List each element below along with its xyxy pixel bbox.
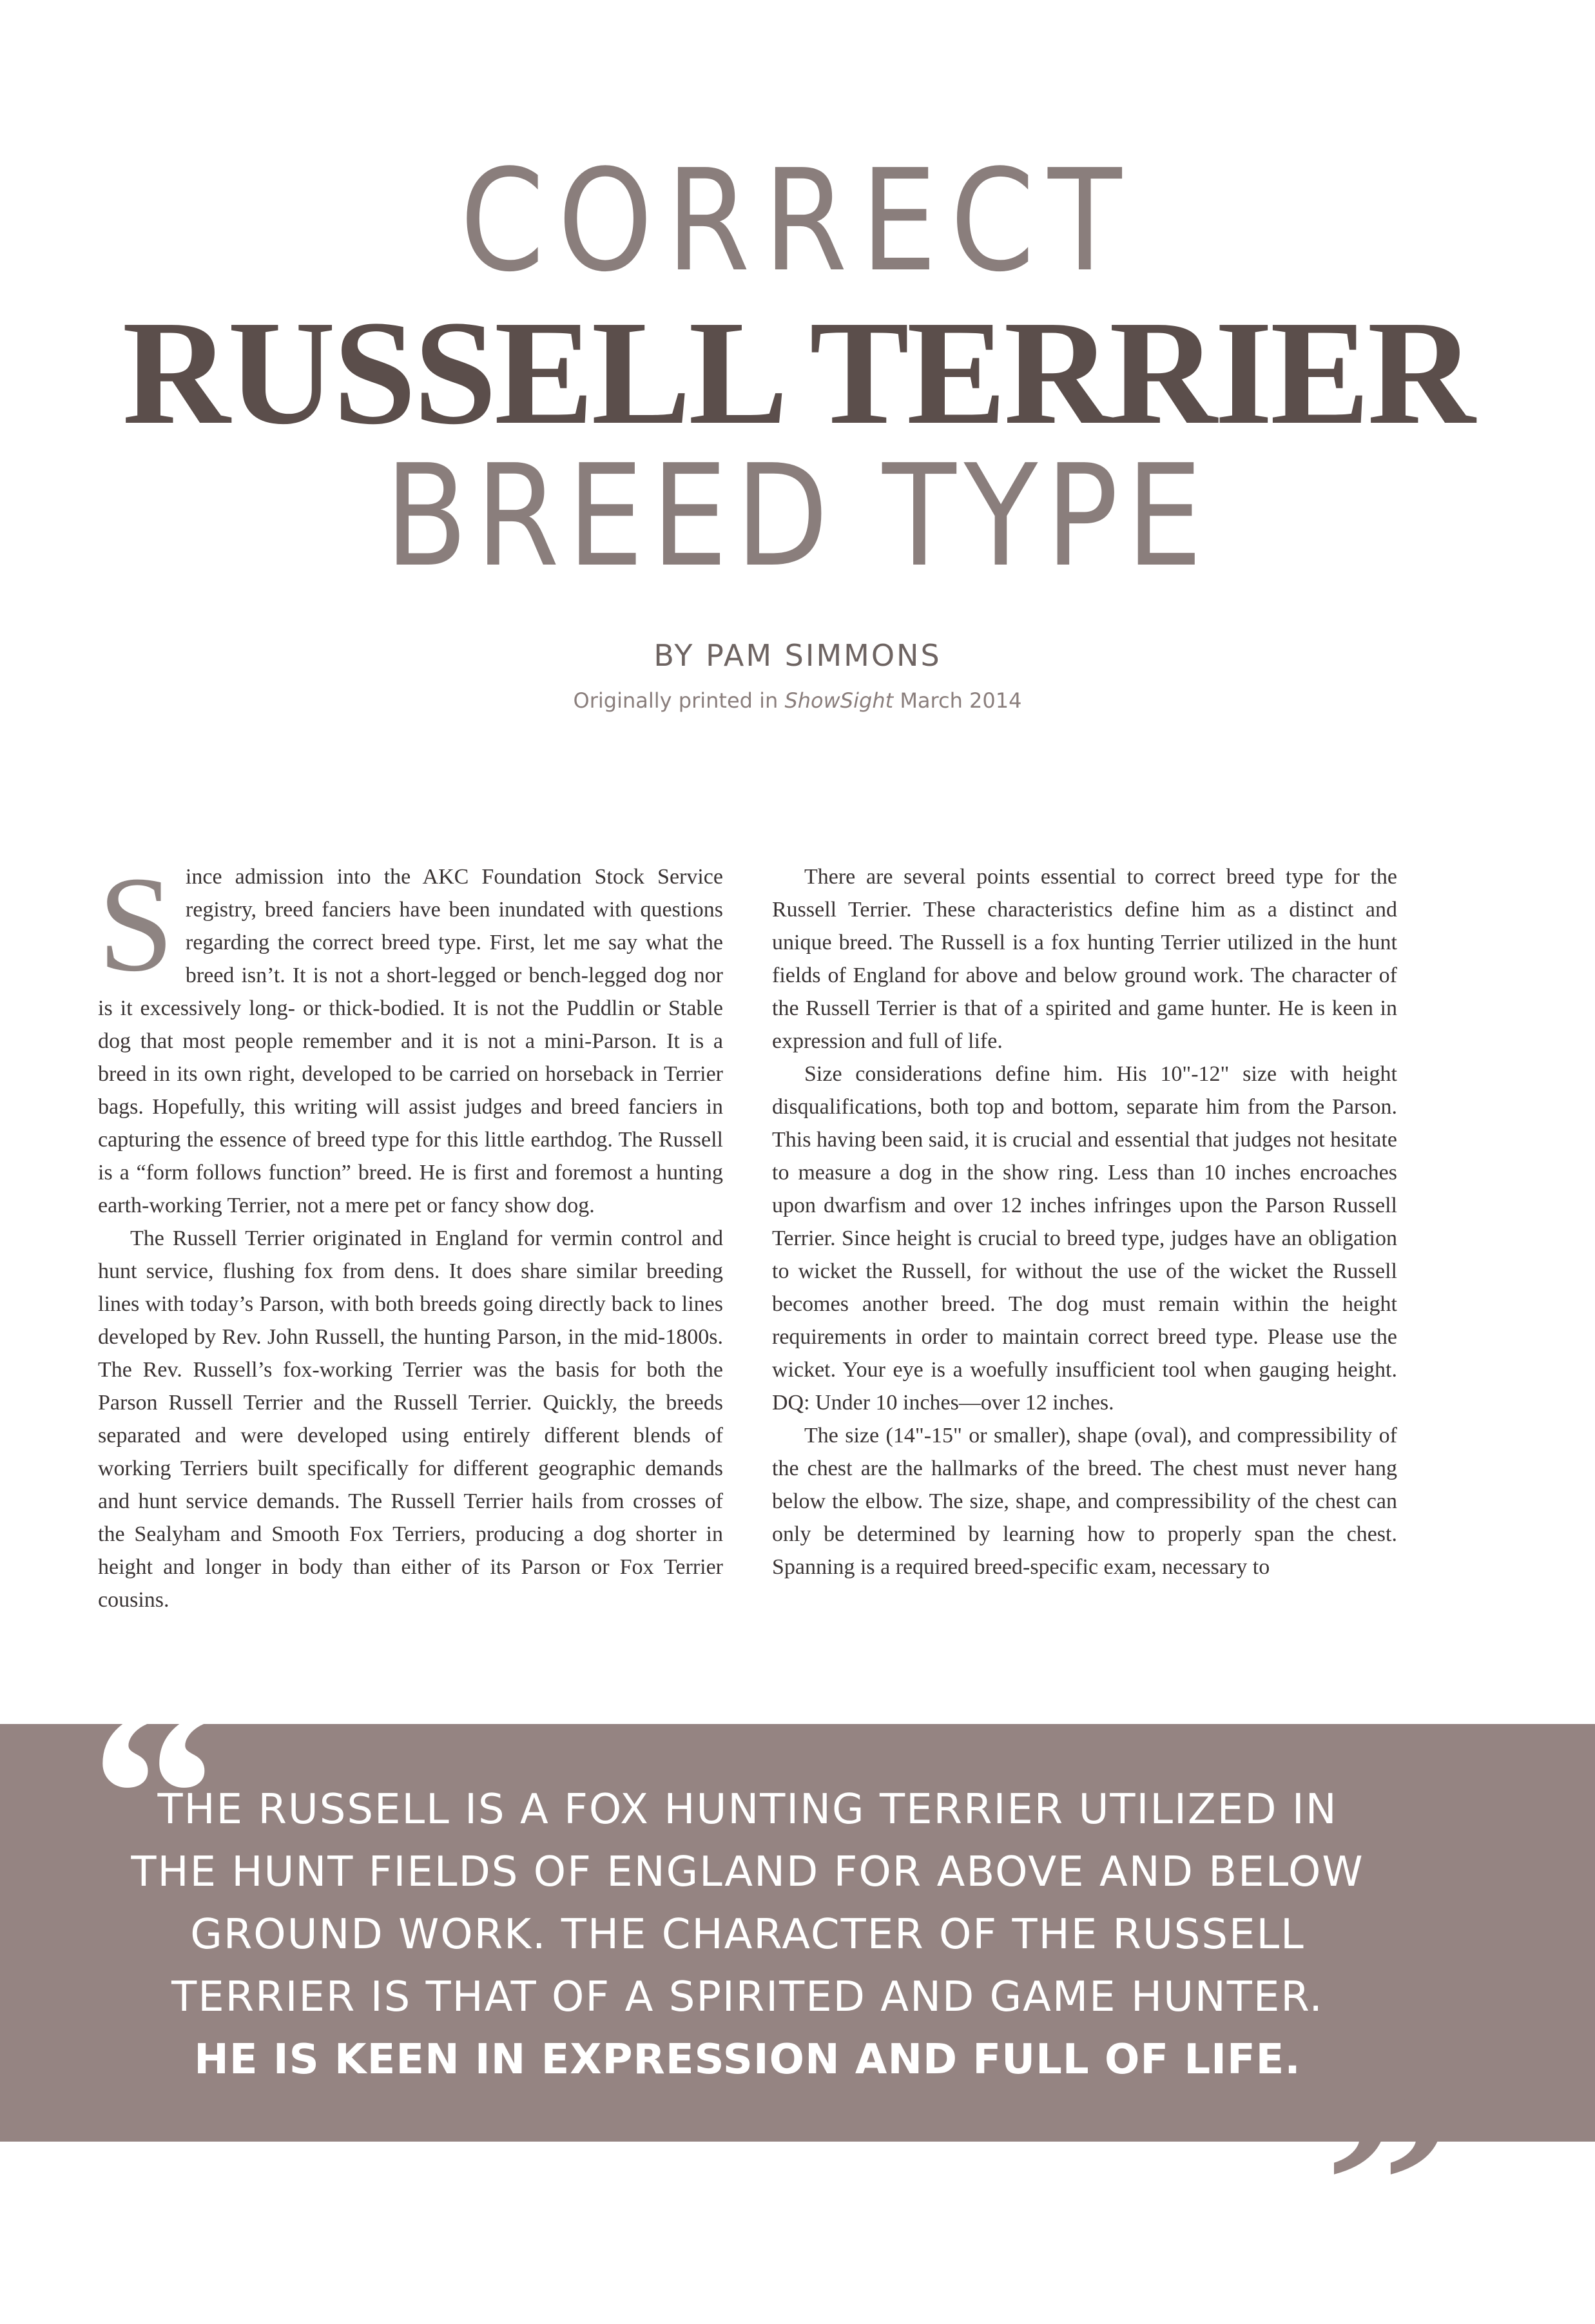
paragraph: There are several points essential to correct breed type for the Russell Terrier. These characteristics define him as a distinct and unique breed. The Russell is a fox hunting Terrier utilized in the hunt fields of England for above and below ground work. The character of the Russell Terrier is that of a spirited and game hunter. He is keen in expression and full of life. xyxy=(772,865,1397,1053)
left-column xyxy=(98,848,723,1616)
title-line-breed-type: BREED TYPE xyxy=(385,435,1210,598)
paragraph: The Russell Terrier originated in England for vermin control and hunt service, flushing fox from dens. It does share similar breeding lines with today’s Parson, with both breeds going directly back to lines developed by Rev. John Russell, the hunting Parson, in the mid-1800s. The Rev. Russell’s fox-working Terrier was the basis for both the Parson Russell Terrier and the Russell Terrier. Quickly, the breeds separated and were developed using entirely different blends of working Terriers built specifically for different geographic demands and hunt service demands. The Russell Terrier hails from crosses of the Sealyham and Smooth Fox Terriers, producing a dog shorter in height and longer in body than either of its Parson or Fox Terrier cousins. xyxy=(98,1226,723,1612)
pull-quote xyxy=(71,1779,1424,2091)
source-date: March 2014 xyxy=(900,688,1022,713)
source-prefix: Originally printed in xyxy=(573,688,778,713)
pull-quote-line: THE RUSSELL IS A FOX HUNTING TERRIER UTILIZED IN xyxy=(157,1786,1338,1834)
close-quote-mark: ” xyxy=(1324,2038,1453,2324)
right-column xyxy=(772,860,1397,1583)
title-line-russell-terrier: RUSSELL TERRIER xyxy=(122,290,1473,456)
author-byline: BY PAM SIMMONS xyxy=(653,638,942,673)
pull-quote-line: TERRIER IS THAT OF A SPIRITED AND GAME HUNTER. xyxy=(171,1973,1324,2021)
dropcap: S xyxy=(98,848,174,1000)
open-quote-mark: “ xyxy=(90,1652,219,1937)
paragraph: The size (14"-15" or smaller), shape (oval), and compressibility of the chest are the hallmarks of the breed. The chest must never hang below the elbow. The size, shape, and compressibility of the chest can only be determined by learning how to properly span the chest. Spanning is a required breed-specific exam, necessary to xyxy=(772,1424,1397,1579)
pull-quote-line: THE HUNT FIELDS OF ENGLAND FOR ABOVE AND BELOW xyxy=(131,1848,1364,1896)
title-line-correct: CORRECT xyxy=(459,140,1136,303)
source-note xyxy=(0,688,1595,713)
paragraph-text: ince admission into the AKC Foundation Stock Service registry, breed fanciers have been inundated with questions regarding the correct breed type. First, let me say what the breed isn’t. It is not a short-legged or bench-legged dog nor is it excessively long- or thick-bodied. It is not the Puddlin or Stable dog that most people remember and it is not a mini-Parson. It is a breed in its own right, developed to be carried on horseback in Terrier bags. Hopefully, this writing will assist judges and breed fanciers in capturing the essence of breed type for this little earthdog. The Russell is a “form follows function” breed. He is first and foremost a hunting earth-working Terrier, not a mere pet or fancy show dog. xyxy=(98,865,723,1217)
pull-quote-line: GROUND WORK. THE CHARACTER OF THE RUSSELL xyxy=(190,1911,1305,1959)
source-publication: ShowSight xyxy=(784,688,894,713)
paragraph: Size considerations define him. His 10"-12" size with height disqualifications, both top and bottom, separate him from the Parson. This having been said, it is crucial and essential that judges not hesitate to measure a dog in the show ring. Less than 10 inches encroaches upon dwarfism and over 12 inches infringes upon the Parson Russell Terrier. Since height is crucial to breed type, judges have an obligation to wicket the Russell, for without the use of the wicket the Russell becomes another breed. The dog must remain within the height requirements in order to maintain correct breed type. Please use the wicket. Your eye is a woefully insufficient tool when gauging height. DQ: Under 10 inches—over 12 inches. xyxy=(772,1062,1397,1415)
pull-quote-bold-line: HE IS KEEN IN EXPRESSION AND FULL OF LIFE. xyxy=(194,2036,1301,2084)
paragraph xyxy=(98,848,723,1222)
